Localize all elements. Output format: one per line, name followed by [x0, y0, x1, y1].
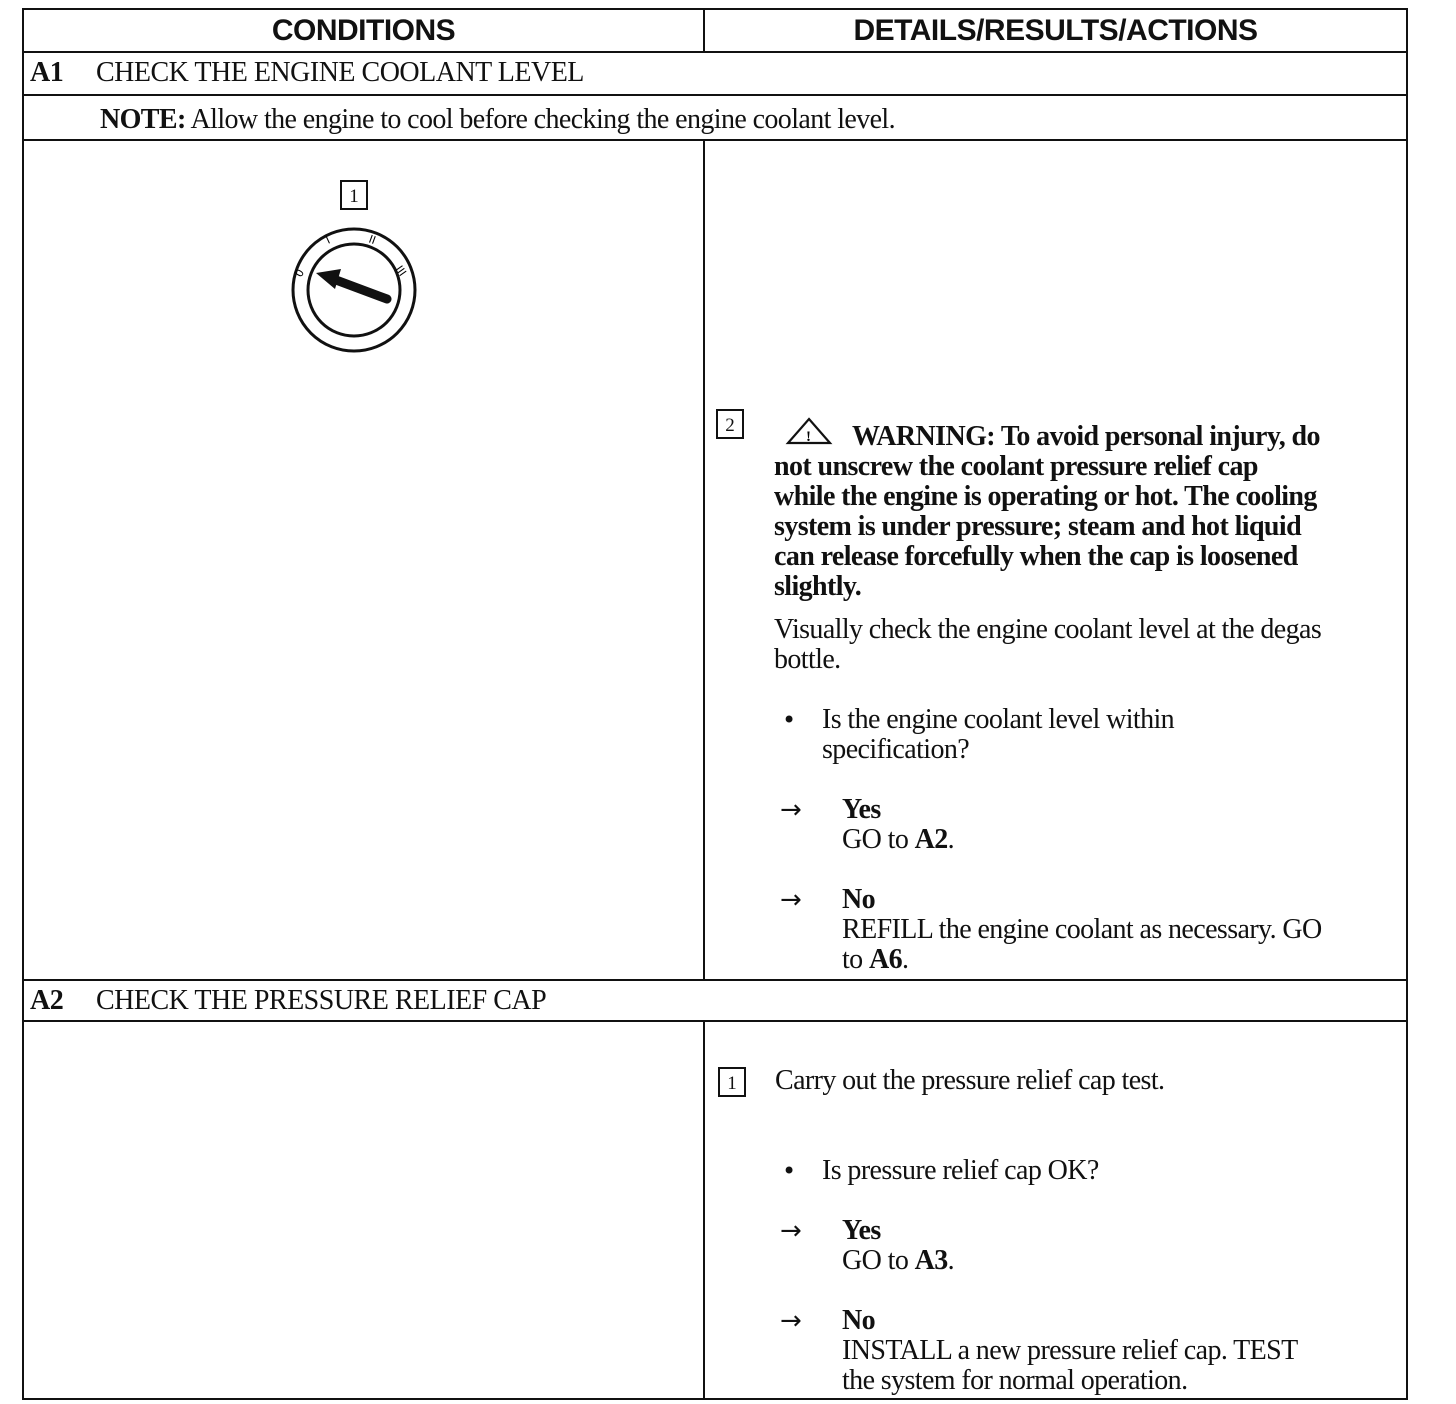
question-line-2: specification?	[822, 734, 970, 765]
a1-yes-answer	[842, 795, 954, 855]
note-label: NOTE:	[100, 104, 186, 135]
ignition-position-3: III	[392, 263, 409, 279]
a2-column-divider	[703, 1020, 705, 1400]
warning-line-3: while the engine is operating or hot. The cooling	[774, 481, 1317, 512]
a2-yes-arrow: →	[780, 1216, 802, 1246]
a1-question	[822, 705, 1174, 765]
a1-yes-arrow: →	[780, 795, 802, 825]
a2-yes-ref[interactable]: A3	[914, 1245, 948, 1276]
instruction-line-2: bottle.	[774, 644, 841, 675]
table-left-border	[22, 8, 24, 1400]
a1-note	[100, 104, 895, 136]
a1-no-action-line-2: to A6.	[842, 944, 909, 975]
ignition-switch-icon	[284, 220, 424, 360]
warning-line-1: WARNING: To avoid personal injury, do	[852, 421, 1320, 452]
a1-no-arrow: →	[780, 885, 802, 915]
a2-no-action-line-2: the system for normal operation.	[842, 1365, 1188, 1396]
ignition-position-0: 0	[292, 266, 308, 280]
ignition-position-2: II	[366, 232, 378, 248]
a2-step-1-text: Carry out the pressure relief cap test.	[775, 1065, 1165, 1096]
a2-question: Is pressure relief cap OK?	[822, 1155, 1099, 1186]
a1-title: CHECK THE ENGINE COOLANT LEVEL	[96, 57, 584, 88]
a1-no-ref[interactable]: A6	[868, 944, 903, 975]
table-top-border	[22, 8, 1408, 10]
question-line-1: Is the engine coolant level within	[822, 704, 1175, 735]
a1-no-label: No	[842, 884, 876, 915]
a2-step-id: A2	[30, 985, 64, 1016]
warning-line-5: can release forcefully when the cap is loosened	[774, 541, 1298, 572]
a2-no-arrow: →	[780, 1306, 802, 1336]
a2-no-answer	[842, 1306, 1298, 1396]
a1-note-bottom-border	[22, 139, 1408, 141]
conditions-header: CONDITIONS	[271, 14, 456, 47]
a2-yes-action: GO to A3.	[842, 1245, 955, 1276]
a2-title-row	[30, 985, 546, 1017]
a1-warning	[774, 422, 1404, 602]
a1-column-divider	[703, 139, 705, 981]
header-bottom-border	[22, 51, 1408, 53]
warning-line-6: slightly.	[774, 571, 862, 602]
warning-line-4: system is under pressure; steam and hot liquid	[774, 511, 1302, 542]
details-header: DETAILS/RESULTS/ACTIONS	[853, 14, 1258, 47]
a2-no-action-line-1: INSTALL a new pressure relief cap. TEST	[842, 1335, 1298, 1366]
a2-step-1-marker: 1	[718, 1067, 746, 1097]
a1-step-1-marker: 1	[340, 180, 368, 210]
table-right-border	[1406, 8, 1408, 1400]
a1-no-answer	[842, 885, 1322, 975]
a1-instruction	[774, 615, 1404, 675]
table-bottom-border	[22, 1398, 1408, 1400]
note-text: Allow the engine to cool before checking the engine coolant level.	[190, 104, 896, 135]
a1-title-bottom-border	[22, 94, 1408, 96]
a2-title: CHECK THE PRESSURE RELIEF CAP	[96, 985, 547, 1016]
a2-yes-answer	[842, 1216, 954, 1276]
ignition-position-1: I	[323, 233, 333, 247]
a2-title-bottom-border	[22, 1020, 1408, 1022]
a1-yes-action: GO to A2.	[842, 824, 955, 855]
svg-text:!: !	[806, 429, 811, 445]
a1-title-row	[30, 57, 584, 89]
a1-yes-ref[interactable]: A2	[914, 824, 948, 855]
a1-step-2-marker: 2	[716, 409, 744, 439]
a1-no-action-line-1: REFILL the engine coolant as necessary. GO	[842, 914, 1322, 945]
a1-yes-label: Yes	[842, 794, 881, 825]
a1-question-bullet: •	[782, 706, 797, 734]
a1-step-id: A1	[30, 57, 64, 88]
warning-line-2: not unscrew the coolant pressure relief cap	[774, 451, 1258, 482]
instruction-line-1: Visually check the engine coolant level at the degas	[774, 614, 1322, 645]
a2-question-bullet: •	[782, 1157, 797, 1185]
a2-yes-label: Yes	[842, 1215, 881, 1246]
a2-title-top-border	[22, 979, 1408, 981]
a2-no-label: No	[842, 1305, 876, 1336]
